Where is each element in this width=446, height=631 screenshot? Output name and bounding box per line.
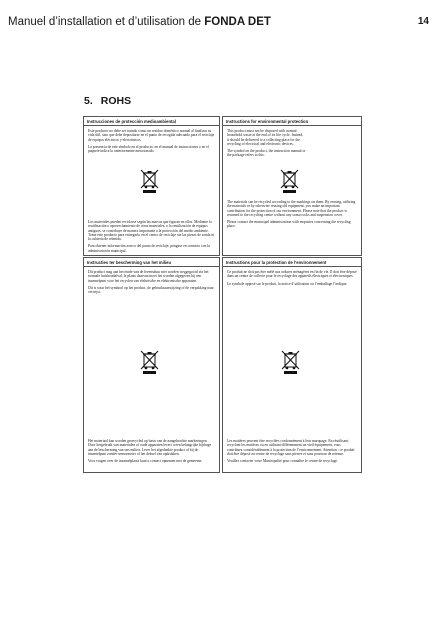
paragraph: Dit is waar het symbool op het product, de gebruiksaanwijzing of de verpakking naar verwijst. xyxy=(88,285,214,295)
paragraph: Het materiaal kan worden gerecycled op basis van de aangebrachte markeringen. Door hergebruik van materialen of oude apparaten levert u een belangrijke bijdrage aan de bescherming van ons milieu. Lever het afgedankte product af bij de inzamelpunt zonder sensormeter of het deksel van opdrukken. xyxy=(88,439,212,456)
paragraph: Los materiales pueden reciclarse según las marcas que figuran en ellos. Mediante la reutilización o aprovechamiento de otros materiales, o la reutilización de equipos antiguos, se contribuye de manera importante a la protección del medio ambiente. Tome este producto para entregarlo en el centro de reciclaje sin las piezas de sonda ni la cubierta de retenida. xyxy=(88,220,215,242)
weee-bin-icon xyxy=(280,169,299,193)
paragraph: Este producto no debe ser tratado como un residuo doméstico normal al finalizar su vida útil, sino que debe depositarse en el punto de recogida adecuado para el reciclaje de equipos eléctricos y electrónicos. xyxy=(88,129,215,142)
paragraph: Voor vragen over de inzamelplaats kunt u contact opnemen met de gemeente. xyxy=(88,459,203,464)
page-number: 14 xyxy=(417,16,429,27)
paragraph: Le symbole apposé sur le produit, la notice d’utilisation ou l’emballage l’indique. xyxy=(227,281,348,286)
paragraph: Les matières peuvent être recyclées conformément à leur marquage. En réutilisant, recyclant les matières ou en utilisant différemment un vieil équipement, vous contribuez considérablement à la protection de l’environnement. Attention : ce produit doit être déposé au centre de recyclage sans pierres et sans pourtour de retenue. xyxy=(227,439,355,456)
weee-bin-icon xyxy=(140,350,159,374)
panel-title: Instructies ter bescherming van het milieu xyxy=(84,258,219,267)
paragraph: La presencia de este símbolo en el producto, en el manual de instrucciones o en el paquete indica lo anteriormente mencionado. xyxy=(88,144,209,154)
panel-title: Instrucciones de protección medioambiental xyxy=(84,117,219,126)
paragraph: Please contact the municipal administration with enquiries concerning the recycling place. xyxy=(227,220,351,229)
document-title xyxy=(8,16,271,28)
paragraph: This product must not be disposed with normal household waste at the end of its life cycle. Instead, it should be delivered to a collecting place for the recycling of electrical and electronic devices. xyxy=(227,129,304,146)
panel-spanish xyxy=(83,116,220,256)
section-title: ROHS xyxy=(100,95,132,107)
title-brand: FONDA DET xyxy=(204,16,271,28)
title-prefix: Manuel d’installation et d’utilisation de xyxy=(8,16,205,28)
panel-english xyxy=(222,116,362,256)
panel-title: Instructions pour la protection de l’environnement xyxy=(223,258,361,267)
weee-bin-icon xyxy=(140,169,159,193)
paragraph: Ce produit ne doit pas être mélé aux ordures ménagères en fin de vie. Il doit être déposé dans un centre de collecte pour le recyclage des appareils électriques et électroniques. xyxy=(227,270,357,279)
paragraph: Para obtener información acerca del punto de reciclaje, póngase en contacto con la administración municipal. xyxy=(88,244,210,253)
panel-dutch xyxy=(83,257,220,473)
weee-bin-icon xyxy=(281,350,300,374)
paragraph: The symbol on the product, the instruction manual or the package refers to this. xyxy=(227,149,306,158)
paragraph: The materials can be recycled according to the markings on them. By reusing, utilizing the materials or by otherwise reusing old equipment, you make an important contribution for the protection of our environment. Please note that the product is returned to the recycling centre without any sonsa rocks and suspension cover. xyxy=(227,200,356,217)
section-number: 5. xyxy=(84,95,93,107)
panel-title: Instructions for environmental protection xyxy=(223,117,361,126)
paragraph: Dit product mag aan het einde van de levensduur niet worden weggegooid via het normale huishoudafval, le plaats daarvan moet het worden afgegeven bij een inzamelpunt voor het recyclen van elektrische en elektronische apparaten. xyxy=(88,270,209,283)
panel-french xyxy=(222,257,362,473)
section-heading xyxy=(84,95,131,107)
paragraph: Veuillez contacter votre Municipalité pour connaître le centre de recyclage. xyxy=(227,459,338,464)
